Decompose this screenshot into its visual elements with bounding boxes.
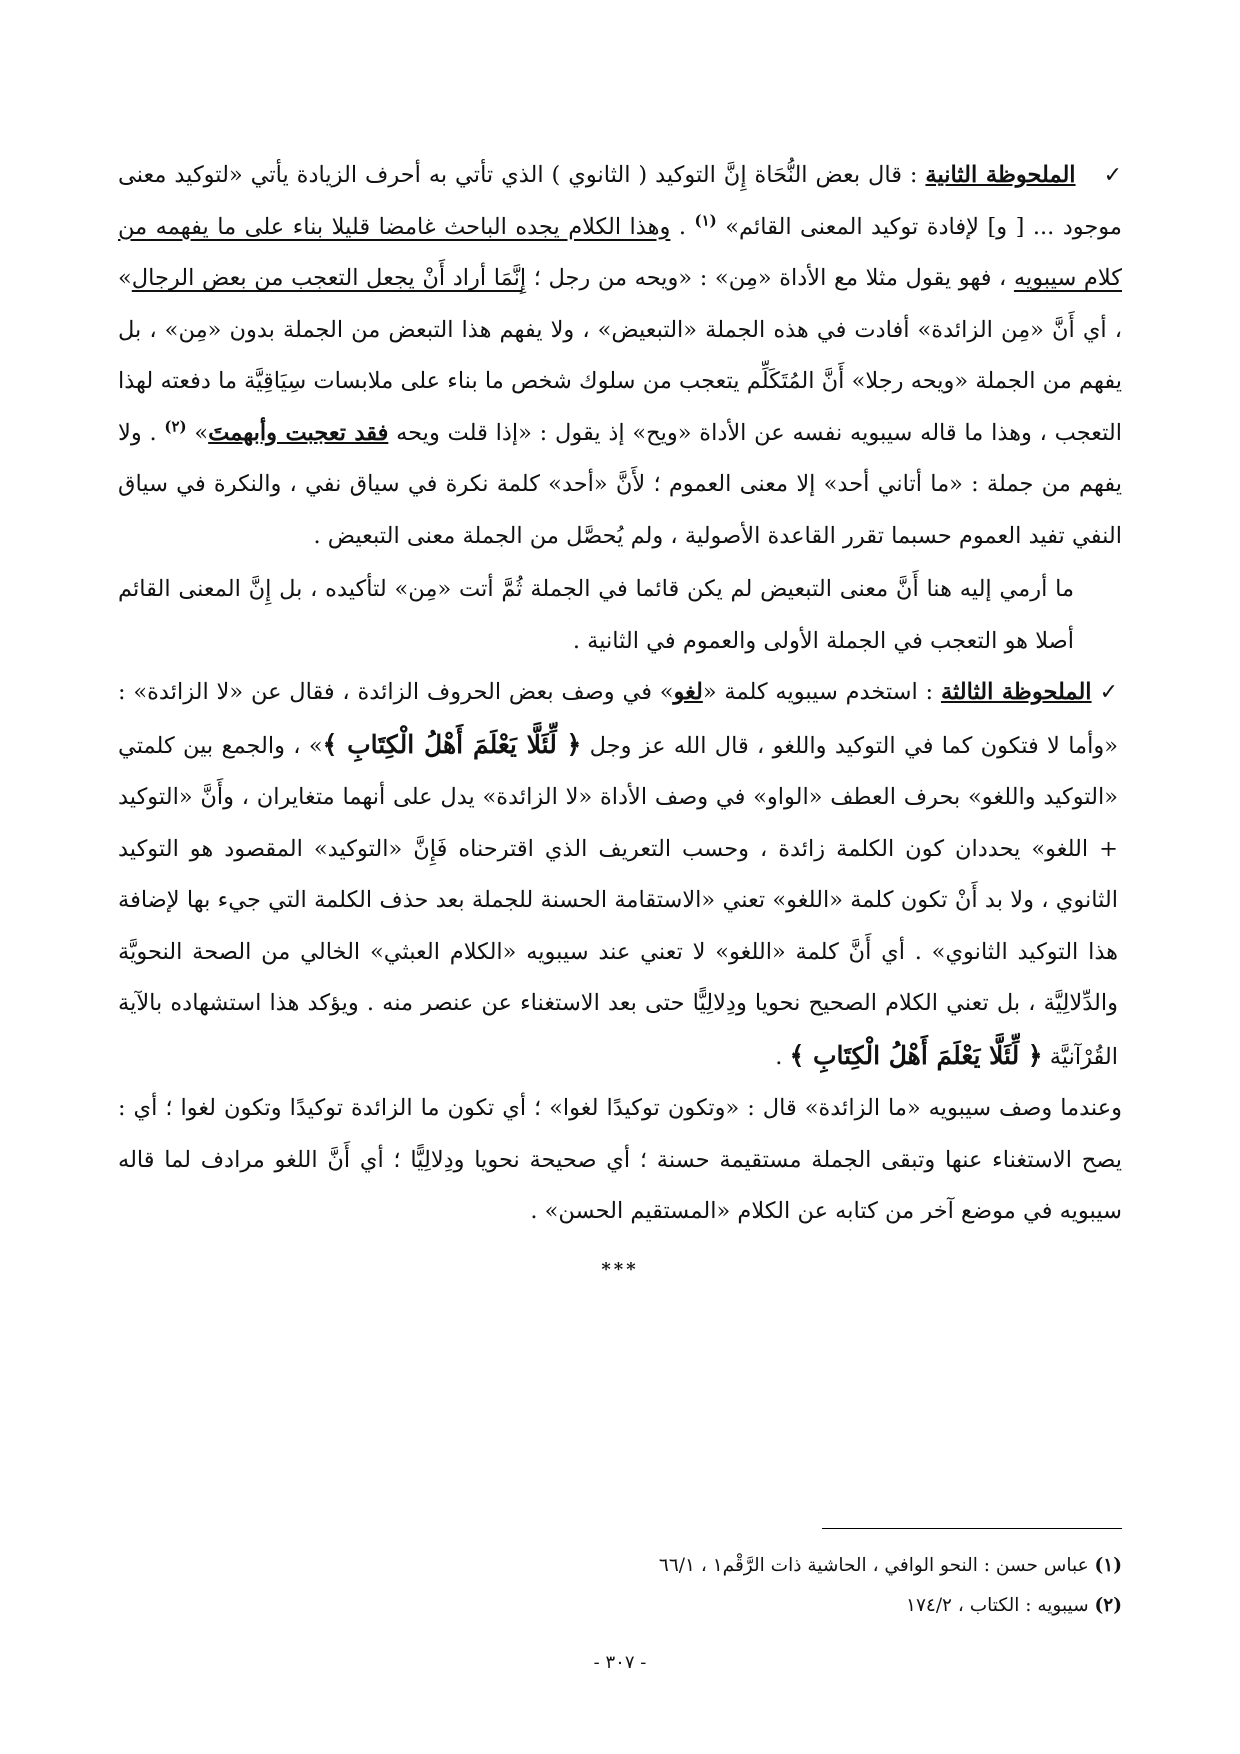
- footnote-divider: [822, 1528, 1122, 1529]
- note-2-bold-quote: فقد تعجبت وأبهمتَ: [208, 419, 389, 446]
- note-2-text-c: ، فهو يقول مثلا مع الأداة «مِن» : «ويحه من رجل ؛: [526, 265, 1014, 291]
- quran-verse: ﴿ لِّئَلَّا يَعْلَمَ أَهْلُ الْكِتَابِ ﴾: [322, 729, 582, 759]
- note-2-paragraph: [118, 150, 1122, 562]
- aim-paragraph: ما أرمي إليه هنا أَنَّ معنى التبعيض لم يكن قائما في الجملة ثُمَّ أتت «مِن» لتأكيده ، بل إِنَّ المعنى القائم أصلا هو التعجب في الجملة الأولى والعموم في الثانية .: [118, 576, 1074, 654]
- footnote-1-text: عباس حسن : النحو الوافي ، الحاشية ذات الرَّقْم١ ، ٦٦/١: [658, 1555, 1095, 1576]
- footnote-1: [118, 1546, 1122, 1586]
- note-2-text-e: »: [186, 419, 209, 446]
- footnote-2-text: سيبويه : الكتاب ، ١٧٤/٢: [906, 1595, 1095, 1616]
- note-2-title: الملحوظة الثانية: [925, 162, 1076, 188]
- note-3-text-a: : استخدم سيبويه كلمة «: [702, 679, 941, 705]
- note-2-text-f: . ولا يفهم من جملة : «ما أتاني أحد» إلا معنى العموم ؛ لأَنَّ «أحد» كلمة نكرة في سياق نفي ، والنكرة في سياق النفي تفيد العموم حسبما تقرر القاعدة الأصولية ، ولم يُحصَّل من الجملة معنى التبعيض .: [118, 419, 1122, 549]
- checkmark-icon: ✓: [1099, 680, 1118, 705]
- footnotes: [118, 1546, 1122, 1626]
- page-number: - ٣٠٧ -: [593, 1652, 647, 1673]
- note-2-text-a: : قال بعض النُّحَاة إِنَّ التوكيد ( الثانوي ) الذي تأتي به أحرف الزيادة يأتي «لتوكيد معنى موجود ... [ و] لإفادة توكيد المعنى القائم»: [118, 162, 1122, 240]
- note-3-title: الملحوظة الثالثة: [940, 679, 1092, 705]
- note-2-underlined-1: وهذا الكلام يجده الباحث غامضا قليلا بناء على ما يفهمه من كلام سيبويه: [118, 213, 1122, 291]
- note-2-text-d: » ، أي أَنَّ «مِن الزائدة» أفادت في هذه الجملة «التبعيض» ، ولا يفهم هذا التبعض من الجملة بدون «مِن» ، بل يفهم من الجملة «ويحه رجلا» أَنَّ المُتَكَلِّم يتعجب من سلوك شخص ما بناء على ملابسات سِيَاقِيَّة ما دفعته لهذا التعجب ، وهذا ما قاله سيبويه نفسه عن الأداة «ويح» إذ يقول : «إذا قلت ويحه: [118, 265, 1122, 446]
- document-body: [118, 150, 1122, 1295]
- footnote-1-number: (١): [1094, 1555, 1122, 1576]
- note-3-text-b: » في وصف بعض الحروف الزائدة ، فقال عن «لا الزائدة» : «وأما لا فتكون كما في التوكيد واللغو ، قال الله عز وجل: [118, 679, 1118, 759]
- footnote-2: [118, 1586, 1122, 1626]
- note-3-text-c: » ، والجمع بين كلمتي «التوكيد واللغو» بحرف العطف «الواو» في وصف الأداة «لا الزائدة» يدل على أنهما متغايران ، وأَنَّ «التوكيد + اللغو» يحددان كون الكلمة زائدة ، وحسب التعريف الذي اقترحناه فَإِنَّ «التوكيد» المقصود هو التوكيد الثانوي ، ولا بد أَنْ تكون كلمة «اللغو» تعني «الاستقامة الحسنة للجملة بعد حذف الكلمة التي جيء بها لإضافة هذا التوكيد الثانوي» . أي أَنَّ كلمة «اللغو» لا تعني عند سيبويه «الكلام العبثي» الخالي من الصحة النحويَّة والدِّلالِيَّة ، بل تعني الكلام الصحيح نحويا ودِلالِيًّا حتى بعد الاستغناء عن عنصر منه . ويؤكد هذا استشهاده بالآية القُرْآنيَّة: [118, 732, 1118, 1070]
- note-2-underlined-2: إِنَّمَا أراد أَنْ يجعل التعجب من بعض الرجال: [131, 265, 527, 291]
- note-2-text-b: .: [670, 213, 695, 240]
- footnote-2-number: (٢): [1094, 1595, 1122, 1616]
- note-3-laghw: لغو: [673, 679, 703, 705]
- checkmark-icon: ✓: [1103, 163, 1122, 188]
- quran-verse-2: ﴿ لِّئَلَّا يَعْلَمَ أَهْلُ الْكِتَابِ ﴾: [789, 1040, 1043, 1070]
- note-3-text-d: .: [775, 1043, 790, 1070]
- footnote-ref-1[interactable]: (١): [694, 211, 717, 229]
- footnote-ref-2[interactable]: (٢): [164, 417, 187, 435]
- note-3-paragraph: [118, 667, 1122, 1083]
- section-separator: ***: [601, 1258, 639, 1280]
- closing-paragraph: وعندما وصف سيبويه «ما الزائدة» قال : «وتكون توكيدًا لغوا» ؛ أي تكون ما الزائدة توكيدًا وتكون لغوا ؛ أي : يصح الاستغناء عنها وتبقى الجملة مستقيمة حسنة ؛ أي صحيحة نحويا ودِلالِيًّا ؛ أي أَنَّ اللغو مرادف لما قاله سيبويه في موضع آخر من كتابه عن الكلام «المستقيم الحسن» .: [118, 1095, 1122, 1224]
